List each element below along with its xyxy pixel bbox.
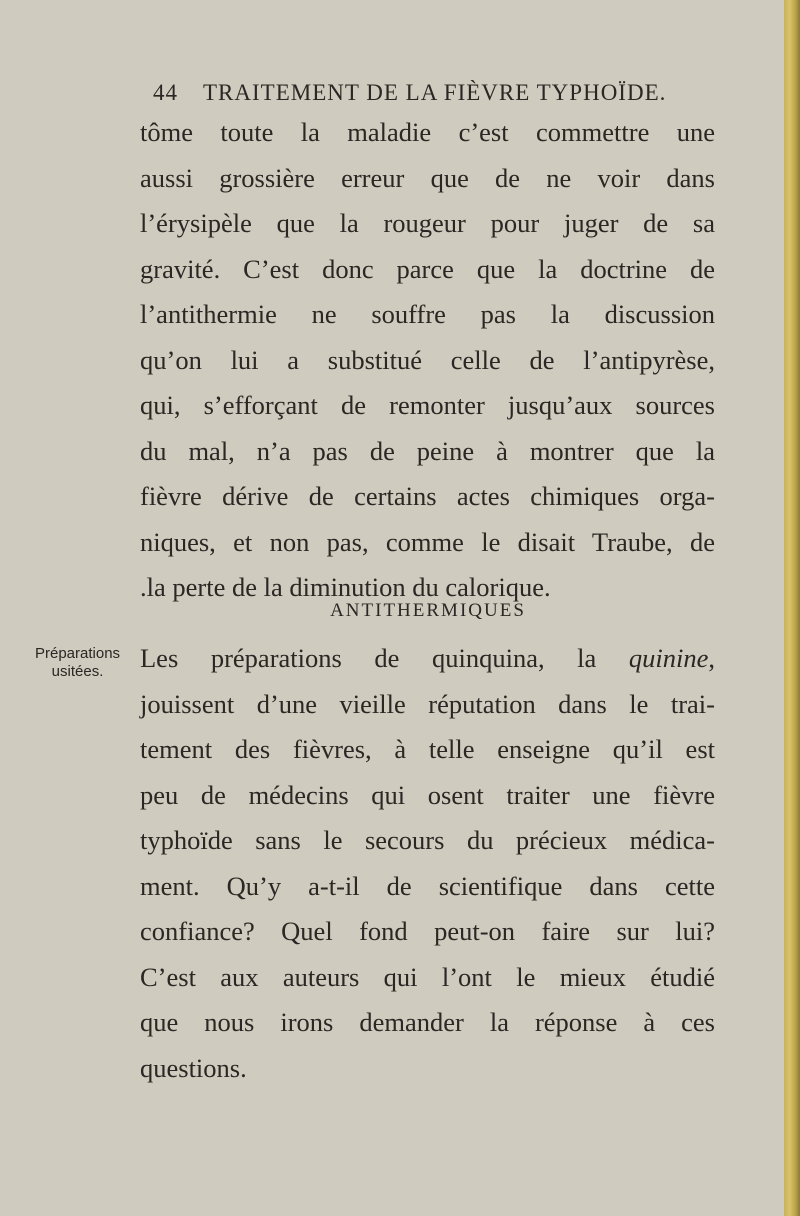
text-line: fièvre dérive de certains actes chimiques orga- [140, 481, 715, 511]
text-line: gravité. C’est donc parce que la doctrine de [140, 253, 715, 284]
section-heading: ANTITHERMIQUES [330, 600, 526, 621]
paragraph-continuation [140, 110, 715, 611]
paragraph-quinine [140, 636, 715, 1091]
running-title: TRAITEMENT DE LA FIÈVRE TYPHOÏDE. [203, 80, 667, 105]
text-line-first [140, 636, 715, 682]
text-line: qui, s’efforçant de remonter jusqu’aux sources [140, 390, 715, 420]
page-number: 44 [153, 80, 178, 105]
text-line: l’érysipèle que la rougeur pour juger de sa [140, 208, 715, 238]
text-line: aussi grossière erreur que de ne voir dans [140, 162, 715, 193]
text-run: Les préparations de quinquina, la [140, 643, 629, 673]
text-line: tement des fièvres, à telle enseigne qu’il est [140, 734, 715, 764]
margin-note [35, 645, 120, 681]
text-line: tôme toute la maladie c’est commettre une [140, 117, 715, 147]
text-line: ment. Qu’y a-t-il de scientifique dans cette [140, 870, 715, 901]
text-line: jouissent d’une vieille réputation dans le trai- [140, 688, 715, 719]
text-run: , [708, 643, 715, 673]
text-line: questions. [140, 1052, 247, 1083]
margin-note-line: usitées. [51, 663, 104, 680]
text-line: typhoïde sans le secours du précieux médica- [140, 825, 715, 855]
running-header [153, 80, 666, 106]
text-line: qu’on lui a substitué celle de l’antipyrèse, [140, 344, 715, 375]
book-spine-edge [784, 0, 800, 1216]
text-line: l’antithermie ne souffre pas la discussion [140, 299, 715, 329]
text-line: confiance? Quel fond peut-on faire sur lui? [140, 916, 715, 946]
text-line: peu de médecins qui osent traiter une fièvre [140, 779, 715, 810]
italic-term: quinine [628, 643, 709, 673]
text-line: que nous irons demander la réponse à ces [140, 1007, 715, 1037]
text-line: C’est aux auteurs qui l’ont le mieux étudié [140, 961, 715, 992]
text-line: du mal, n’a pas de peine à montrer que la [140, 435, 715, 466]
text-line: niques, et non pas, comme le disait Traube, de [140, 526, 715, 557]
text-line: .la perte de la diminution du calorique. [140, 572, 551, 602]
margin-note-line: Préparations [35, 645, 121, 662]
